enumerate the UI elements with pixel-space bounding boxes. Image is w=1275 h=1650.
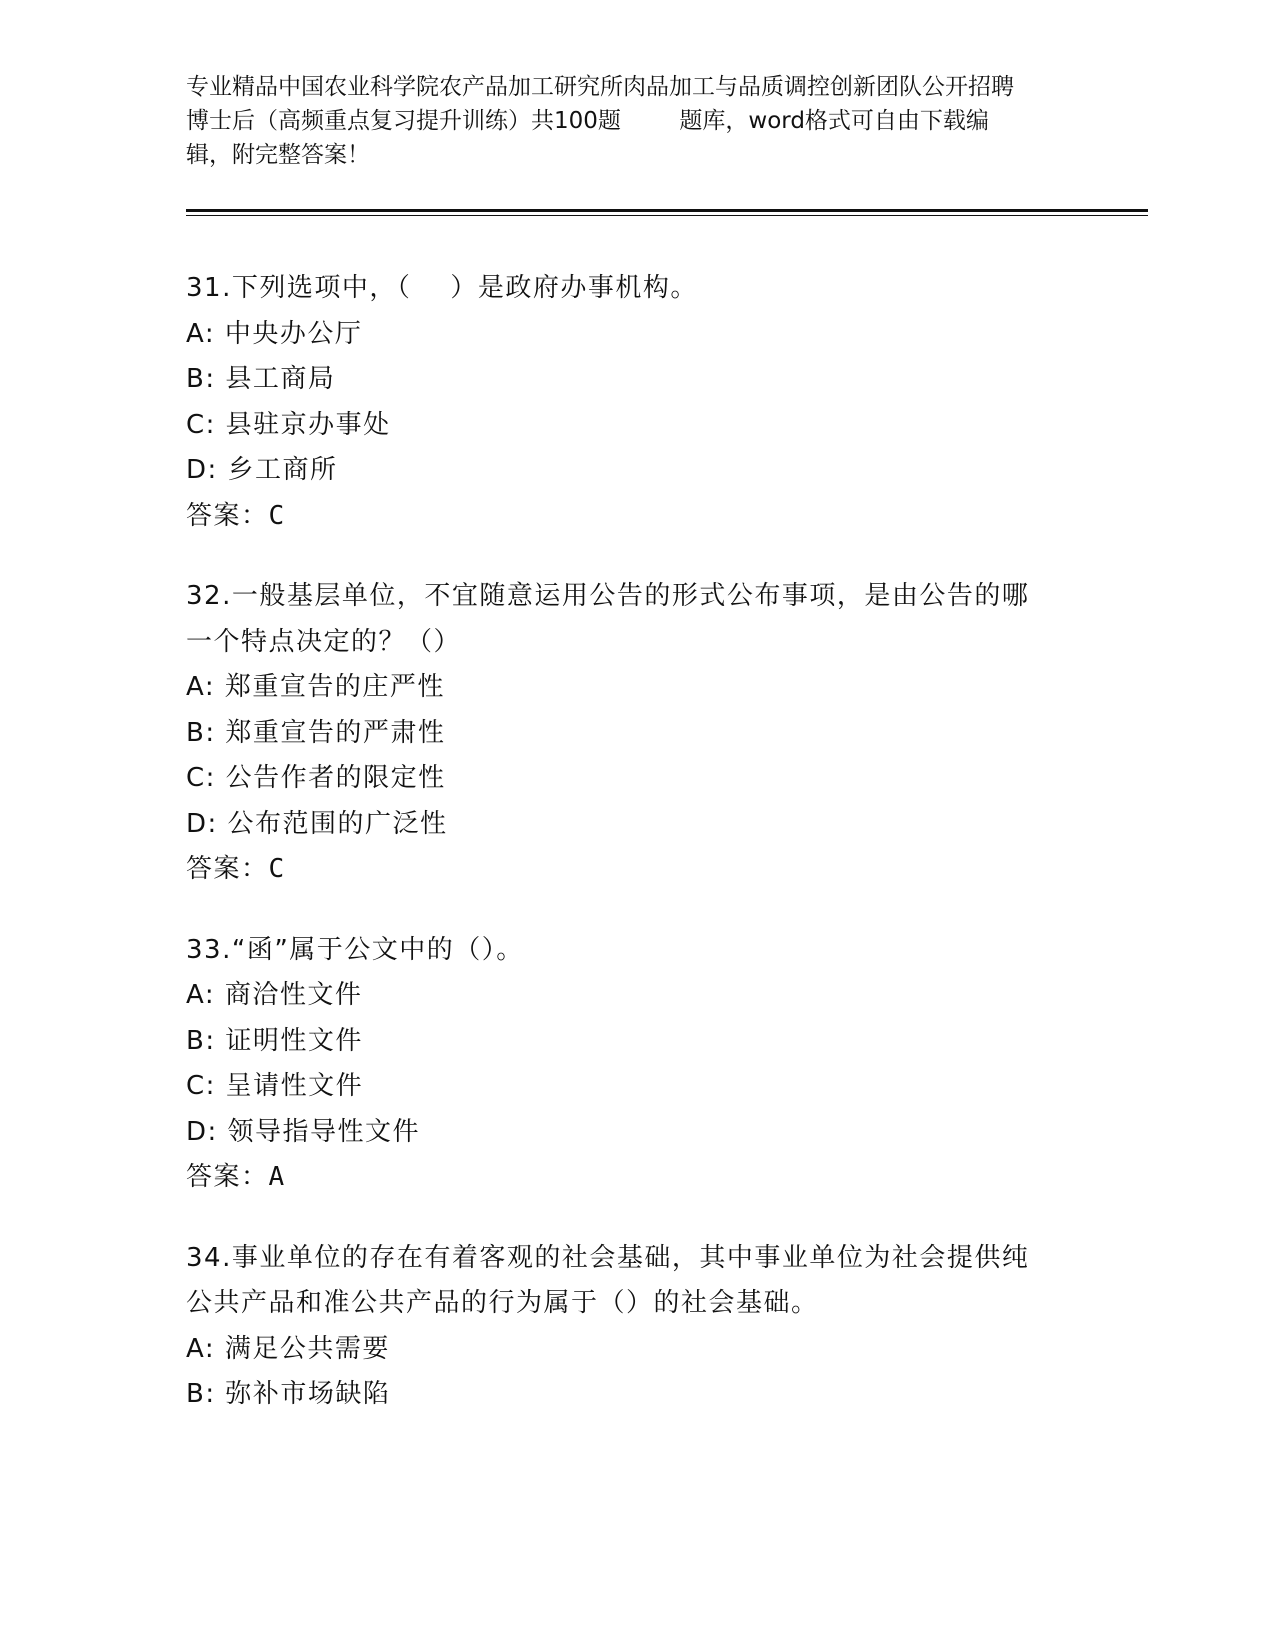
option-b: B: 弥补市场缺陷	[186, 1379, 391, 1409]
option-d: D: 乡工商所	[186, 455, 338, 485]
option-a: A: 商洽性文件	[186, 980, 363, 1010]
question-text: 32.一般基层单位，不宜随意运用公告的形式公布事项，是由公告的哪	[186, 581, 1030, 611]
option-b: B: 郑重宣告的严肃性	[186, 717, 446, 748]
document-header	[186, 70, 1086, 172]
option-d: D: 公布范围的广泛性	[186, 808, 448, 839]
option-c: C: 呈请性文件	[186, 1071, 364, 1101]
option-c: C: 县驻京办事处	[186, 409, 391, 440]
question-text: 33.“函”属于公文中的（）。	[186, 934, 524, 965]
answer-label: 答案：	[186, 1162, 269, 1192]
header-line: 专业精品中国农业科学院农产品加工研究所肉品加工与品质调控创新团队公开招聘	[186, 74, 1014, 100]
answer-line	[186, 847, 1086, 893]
option-b: B: 县工商局	[186, 364, 336, 394]
option-d: D: 领导指导性文件	[186, 1116, 421, 1147]
question-31	[186, 266, 1086, 539]
answer-value: C	[268, 854, 286, 884]
answer-value: C	[268, 500, 286, 531]
option-b: B: 证明性文件	[186, 1025, 363, 1056]
question-text-continued: 一个特点决定的？（）	[186, 626, 462, 657]
answer-label: 答案：	[186, 854, 269, 884]
answer-value: A	[268, 1162, 286, 1192]
answer-line	[186, 1155, 1086, 1201]
question-text: 31.下列选项中，（ ）是政府办事机构。	[186, 273, 698, 303]
question-text-continued: 公共产品和准公共产品的行为属于（）的社会基础。	[186, 1288, 819, 1318]
question-32	[186, 574, 1086, 893]
question-34	[186, 1236, 1086, 1418]
answer-line	[186, 494, 1086, 540]
header-divider-thin	[186, 215, 1148, 216]
option-a: A: 满足公共需要	[186, 1333, 390, 1364]
answer-label: 答案：	[186, 500, 269, 531]
header-line: 博士后（高频重点复习提升训练）共100题 题库，word格式可自由下载编	[186, 108, 989, 134]
question-text: 34.事业单位的存在有着客观的社会基础，其中事业单位为社会提供纯	[186, 1242, 1030, 1273]
question-list	[186, 266, 1086, 1453]
question-33	[186, 928, 1086, 1201]
header-divider-thick	[186, 209, 1148, 212]
option-c: C: 公告作者的限定性	[186, 763, 446, 793]
option-a: A: 郑重宣告的庄严性	[186, 672, 445, 702]
option-a: A: 中央办公厅	[186, 318, 363, 349]
header-line: 辑，附完整答案！	[186, 142, 370, 168]
